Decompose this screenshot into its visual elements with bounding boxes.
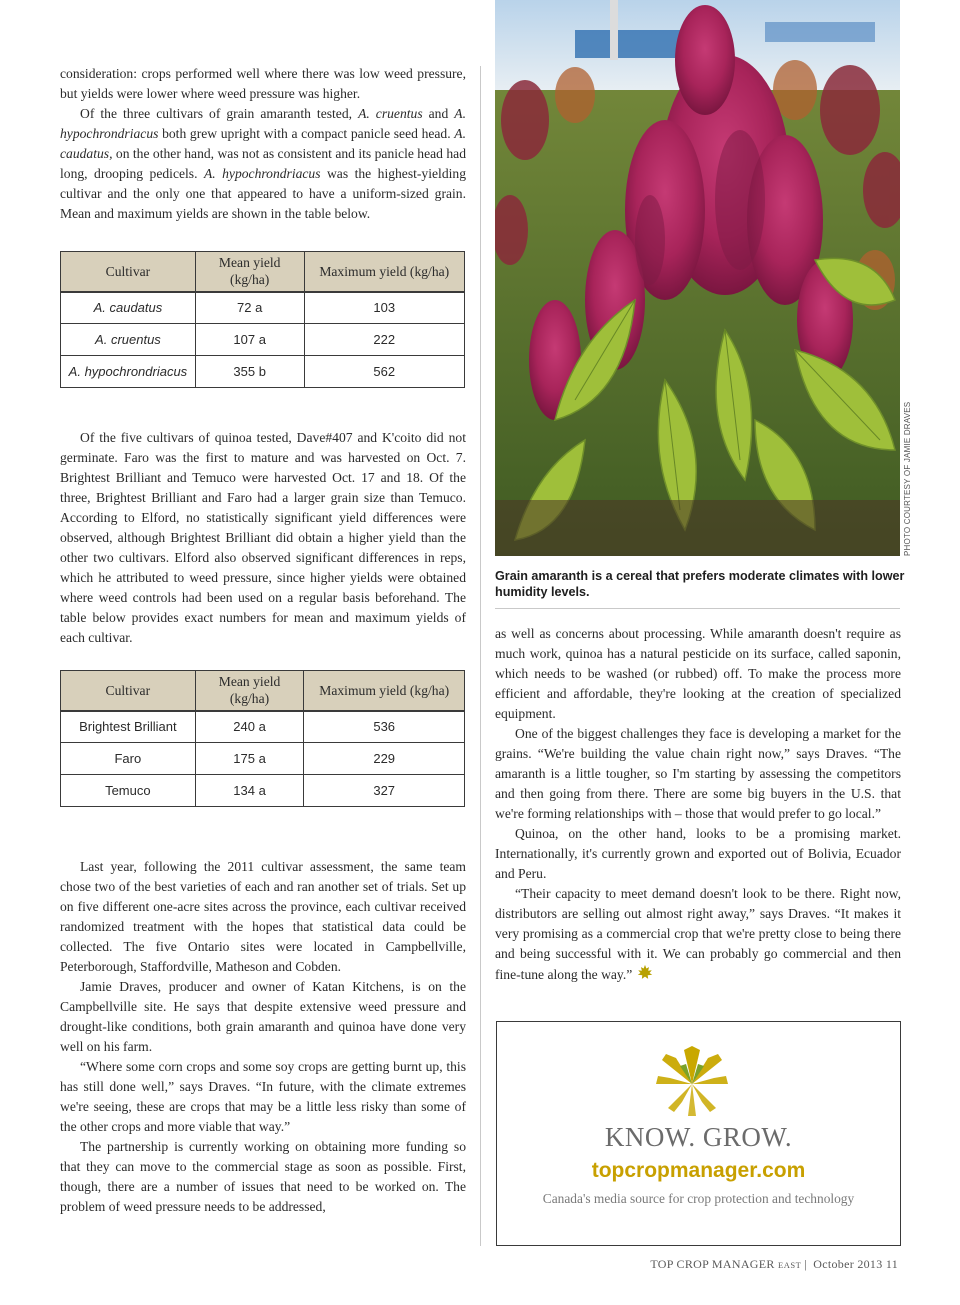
paragraph: Jamie Draves, producer and owner of Katan Kitchens, is on the Campbellville site. He says that despite extensive weed pressure and drought-like conditions, both grain amaranth and quinoa have done very well on his farm. (60, 979, 466, 1054)
table-header-row (61, 671, 465, 711)
paragraph: Last year, following the 2011 cultivar assessment, the same team chose two of the best varieties of each and ran another set of trials. Set up on five different one-acre sites across the province, each cultivar received randomized treatment with the hopes that statistical data could be collected. The five Ontario sites were located in Campbellville, Peterborough, Staffordville, Matheson and Cobden. (60, 859, 466, 974)
paragraph: The partnership is currently working on obtaining more funding so that they can move to the commercial stage as soon as possible. First, though, there are a number of issues that need to be worked on. The problem of weed pressure needs to be addressed, (60, 1139, 466, 1214)
table-cell: 103 (304, 292, 464, 324)
table-cell: 175 a (195, 743, 304, 775)
paragraph: consideration: crops performed well where there was low weed pressure, but yields were lower where weed pressure was higher. (60, 66, 466, 101)
quote-paragraph: “Where some corn crops and some soy crops are getting burnt up, this has still done well,” says Draves. “In future, with the climate extremes we're seeing, these are crops that may be a little less risky than some of the other crops and more viable that way.” (60, 1059, 466, 1134)
ad-subtitle: Canada's media source for crop protection and technology (542, 1191, 855, 1206)
text-run: Of the three cultivars of grain amaranth tested, (80, 106, 359, 121)
quote-text: “Their capacity to meet demand doesn't look to be there. Right now, distributors are selling out almost right away,” says Draves. “It makes it very promising as a commercial crop that we're pretty close to being there and being successful with it. We can probably go commercial and then fine-tune along the way.” (495, 886, 901, 982)
page-footer (500, 1257, 898, 1272)
topcropmanager-ad[interactable] (496, 1021, 901, 1246)
species-name: A. caudatus, (60, 126, 466, 161)
right-column (495, 624, 901, 985)
table-cell: Brightest Brilliant (61, 711, 196, 743)
quinoa-yield-table (60, 670, 465, 807)
paragraph: One of the biggest challenges they face is developing a market for the grains. “We're building the value chain right now,” says Draves. “The amaranth is a little tougher, so I'm starting by assessing the competitors and then going from there. There are some big buyers in the U.S. that we're forming relationships with – those that would prefer to go local.” (495, 726, 901, 821)
ad-tagline: KNOW. GROW. (604, 1122, 793, 1152)
amaranth-yield-table (60, 251, 465, 388)
table-cell: 536 (304, 711, 465, 743)
table-row (61, 356, 465, 388)
amaranth-photo-illustration (495, 0, 900, 556)
cultivar-name: A. hypochrondriacus (68, 364, 188, 379)
maple-leaf-icon (636, 964, 654, 982)
column-header: Mean yield (kg/ha) (195, 671, 304, 711)
column-header: Maximum yield (kg/ha) (304, 671, 465, 711)
paragraph: Quinoa, on the other hand, looks to be a promising market. Internationally, it's currently grown and exported out of Bolivia, Ecuador and Peru. (495, 826, 901, 881)
photo-credit: PHOTO COURTESY OF JAMIE DRAVES (903, 401, 912, 556)
table-cell: 107 a (195, 324, 304, 356)
table-cell (61, 292, 196, 324)
column-header: Mean yield (kg/ha) (195, 252, 304, 292)
publication-name: TOP CROP MANAGER (650, 1257, 775, 1271)
caption-divider (495, 608, 900, 609)
table-cell: 240 a (195, 711, 304, 743)
paragraph (495, 884, 901, 985)
table-cell: 355 b (195, 356, 304, 388)
text-run: and (422, 106, 455, 121)
column-divider (480, 66, 481, 1246)
paragraph (60, 104, 466, 224)
column-header: Cultivar (61, 252, 196, 292)
column-header: Cultivar (61, 671, 196, 711)
table-row (61, 711, 465, 743)
table-cell (61, 356, 196, 388)
table-row (61, 775, 465, 807)
photo-caption: Grain amaranth is a cereal that prefers moderate climates with lower humidity levels. (495, 569, 905, 599)
table-cell: Faro (61, 743, 196, 775)
edition-label: EAST (778, 1260, 802, 1270)
table-cell: 72 a (195, 292, 304, 324)
table-row (61, 292, 465, 324)
table-header-row (61, 252, 465, 292)
amaranth-photo (495, 0, 900, 556)
paragraph: as well as concerns about processing. While amaranth doesn't require as much work, quinoa has a natural pesticide on its surface, called saponin, which needs to be washed (or rubbed) off. To make the process more efficient and affordable, they're looking at the creation of specialized equipment. (495, 626, 901, 721)
column-header: Maximum yield (kg/ha) (304, 252, 464, 292)
ad-website-link[interactable]: topcropmanager.com (591, 1159, 806, 1182)
table-cell: 229 (304, 743, 465, 775)
table-cell: 562 (304, 356, 464, 388)
species-name: A. hypochrondriacus (60, 106, 466, 141)
cultivar-name: A. caudatus (93, 300, 163, 316)
text-run: was the highest-yielding cultivar and the only one that appeared to have a uniform-sized grain. Mean and maximum yields are shown in the table below. (60, 166, 466, 221)
left-column (60, 64, 466, 1217)
issue-date: October 2013 (813, 1257, 883, 1271)
wheat-burst-logo-icon (654, 1044, 730, 1118)
paragraph: Of the five cultivars of quinoa tested, Dave#407 and K'coito did not germinate. Faro was the first to mature and was harvested on Oct. 7. Brightest Brilliant and Temuco were harvested Oct. 17 and 18. Of the three, Brightest Brilliant and Faro had a larger grain size than Temuco. According to Elford, no statistically significant yield differences were observed, although Brightest Brilliant did obtain a higher yield than the other two cultivars. Elford also observed significant differences in reps, which he attributed to weed pressure, since higher yields were obtained where weed controls had been used on a regular basis beforehand. The table below provides exact numbers for mean and maximum yields of each cultivar. (60, 430, 466, 645)
cultivar-name: A. cruentus (95, 332, 161, 347)
footer-separator: | (804, 1257, 807, 1271)
table-cell: Temuco (61, 775, 196, 807)
table-cell: 327 (304, 775, 465, 807)
page-number: 11 (885, 1257, 898, 1271)
table-row (61, 743, 465, 775)
species-name: A. hypochrondriacus (203, 166, 321, 181)
species-name: A. cruentus (358, 106, 423, 121)
table-cell (61, 324, 196, 356)
table-cell: 134 a (195, 775, 304, 807)
text-run: on the other hand, was not as consistent and its panicle head had long, drooping pedicels. (60, 146, 466, 181)
table-row (61, 324, 465, 356)
table-cell: 222 (304, 324, 464, 356)
text-run: both grew upright with a compact panicle seed head. (158, 126, 455, 141)
